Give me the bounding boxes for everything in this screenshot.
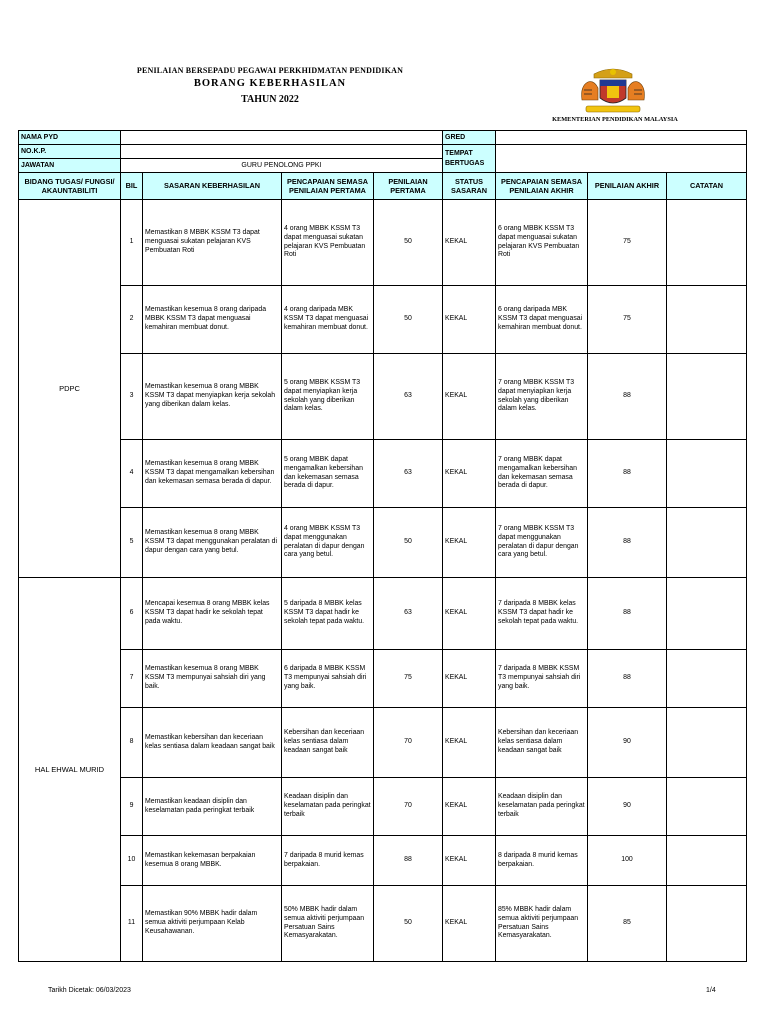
table-row [19, 650, 747, 708]
tempat-bertugas-field[interactable] [496, 145, 747, 173]
status-cell: KEKAL [443, 886, 496, 962]
pencapaian-pertama-cell: Keadaan disiplin dan keselamatan pada peringkat terbaik [282, 778, 374, 836]
catatan-cell[interactable] [667, 778, 747, 836]
status-cell: KEKAL [443, 508, 496, 578]
pencapaian-pertama-cell: 5 orang MBBK dapat mengamalkan kebersihan dan kekemasan semasa berada di dapur. [282, 440, 374, 508]
pencapaian-pertama-cell: 4 orang daripada MBK KSSM T3 dapat menguasai kemahiran membuat donut. [282, 286, 374, 354]
nokp-field[interactable] [121, 145, 443, 159]
catatan-cell[interactable] [667, 650, 747, 708]
jawatan-field[interactable]: GURU PENOLONG PPKI [121, 159, 443, 173]
sasaran-cell: Memastikan kesemua 8 orang daripada MBBK KSSM T3 dapat menguasai kemahiran membuat donut. [143, 286, 282, 354]
bil-cell: 3 [121, 354, 143, 440]
performance-form-table [18, 130, 747, 962]
sasaran-cell: Memastikan kesemua 8 orang MBBK KSSM T3 mempunyai sahsiah diri yang baik. [143, 650, 282, 708]
status-cell: KEKAL [443, 286, 496, 354]
penilaian-pertama-cell: 70 [374, 708, 443, 778]
status-cell: KEKAL [443, 354, 496, 440]
pencapaian-pertama-cell: 7 daripada 8 murid kemas berpakaian. [282, 836, 374, 886]
table-row [19, 708, 747, 778]
pencapaian-akhir-cell: 7 orang MBBK KSSM T3 dapat menggunakan peralatan di dapur dengan cara yang betul. [496, 508, 588, 578]
penilaian-pertama-cell: 50 [374, 200, 443, 286]
penilaian-akhir-cell: 88 [588, 354, 667, 440]
pencapaian-akhir-cell: 7 daripada 8 MBBK KSSM T3 mempunyai sahsiah diri yang baik. [496, 650, 588, 708]
col-header-penilaian-pertama: PENILAIAN PERTAMA [374, 173, 443, 200]
ministry-name: KEMENTERIAN PENDIDIKAN MALAYSIA [552, 116, 678, 123]
catatan-cell[interactable] [667, 286, 747, 354]
bil-cell: 6 [121, 578, 143, 650]
table-row [19, 200, 747, 286]
pencapaian-pertama-cell: 5 daripada 8 MBBK kelas KSSM T3 dapat hadir ke sekolah tepat pada waktu. [282, 578, 374, 650]
status-cell: KEKAL [443, 836, 496, 886]
print-date: Tarikh Dicetak: 06/03/2023 [48, 987, 131, 994]
sasaran-cell: Memastikan 90% MBBK hadir dalam semua aktiviti perjumpaan Kelab Keusahawanan. [143, 886, 282, 962]
bil-cell: 8 [121, 708, 143, 778]
catatan-cell[interactable] [667, 200, 747, 286]
pencapaian-pertama-cell: 4 orang MBBK KSSM T3 dapat menguasai sukatan pelajaran KVS Pembuatan Roti [282, 200, 374, 286]
pencapaian-akhir-cell: 8 daripada 8 murid kemas berpakaian. [496, 836, 588, 886]
bil-cell: 5 [121, 508, 143, 578]
col-header-catatan: CATATAN [667, 173, 747, 200]
gred-field[interactable] [496, 131, 747, 145]
penilaian-pertama-cell: 50 [374, 886, 443, 962]
col-header-pencapaian-akhir: PENCAPAIAN SEMASA PENILAIAN AKHIR [496, 173, 588, 200]
table-row [19, 508, 747, 578]
col-header-penilaian-akhir: PENILAIAN AKHIR [588, 173, 667, 200]
nokp-label: NO.K.P. [19, 145, 121, 159]
pencapaian-pertama-cell: 6 daripada 8 MBBK KSSM T3 mempunyai sahsiah diri yang baik. [282, 650, 374, 708]
form-year: TAHUN 2022 [241, 94, 299, 105]
pencapaian-akhir-cell: 85% MBBK hadir dalam semua aktiviti perjumpaan Persatuan Sains Kemasyarakatan. [496, 886, 588, 962]
pencapaian-akhir-cell: 6 orang MBBK KSSM T3 dapat menguasai sukatan pelajaran KVS Pembuatan Roti [496, 200, 588, 286]
table-row [19, 778, 747, 836]
penilaian-akhir-cell: 90 [588, 708, 667, 778]
penilaian-akhir-cell: 90 [588, 778, 667, 836]
table-row [19, 578, 747, 650]
status-cell: KEKAL [443, 200, 496, 286]
catatan-cell[interactable] [667, 508, 747, 578]
bidang-tugas-cell: PDPC [19, 200, 121, 578]
catatan-cell[interactable] [667, 578, 747, 650]
penilaian-pertama-cell: 75 [374, 650, 443, 708]
sasaran-cell: Memastikan keadaan disiplin dan keselamatan pada peringkat terbaik [143, 778, 282, 836]
form-title: BORANG KEBERHASILAN [193, 78, 347, 89]
nama-pyd-field[interactable] [121, 131, 443, 145]
penilaian-akhir-cell: 88 [588, 578, 667, 650]
pencapaian-akhir-cell: Kebersihan dan keceriaan kelas sentiasa dalam keadaan sangat baik [496, 708, 588, 778]
status-cell: KEKAL [443, 778, 496, 836]
form-header-line1: PENILAIAN BERSEPADU PEGAWAI PERKHIDMATAN PENDIDIKAN [136, 66, 404, 75]
table-row [19, 836, 747, 886]
penilaian-pertama-cell: 50 [374, 286, 443, 354]
table-row [19, 440, 747, 508]
pencapaian-akhir-cell: 7 orang MBBK dapat mengamalkan kebersihan dan kekemasan semasa berada di dapur. [496, 440, 588, 508]
sasaran-cell: Memastikan kesemua 8 orang MBBK KSSM T3 dapat menyiapkan kerja sekolah yang diberikan dalam kelas. [143, 354, 282, 440]
sasaran-cell: Memastikan kesemua 8 orang MBBK KSSM T3 dapat menggunakan peralatan di dapur dengan cara yang betul. [143, 508, 282, 578]
penilaian-pertama-cell: 50 [374, 508, 443, 578]
penilaian-akhir-cell: 75 [588, 200, 667, 286]
catatan-cell[interactable] [667, 354, 747, 440]
pencapaian-pertama-cell: Kebersihan dan keceriaan kelas sentiasa dalam keadaan sangat baik [282, 708, 374, 778]
bil-cell: 10 [121, 836, 143, 886]
col-header-bil: BIL [121, 173, 143, 200]
table-row [19, 354, 747, 440]
tempat-bertugas-label: TEMPAT BERTUGAS [443, 145, 496, 173]
pencapaian-akhir-cell: Keadaan disiplin dan keselamatan pada peringkat terbaik [496, 778, 588, 836]
bil-cell: 7 [121, 650, 143, 708]
sasaran-cell: Mencapai kesemua 8 orang MBBK kelas KSSM T3 dapat hadir ke sekolah tepat pada waktu. [143, 578, 282, 650]
bil-cell: 1 [121, 200, 143, 286]
catatan-cell[interactable] [667, 708, 747, 778]
table-row [19, 886, 747, 962]
bidang-tugas-cell: HAL EHWAL MURID [19, 578, 121, 962]
status-cell: KEKAL [443, 708, 496, 778]
penilaian-akhir-cell: 88 [588, 508, 667, 578]
nama-pyd-label: NAMA PYD [19, 131, 121, 145]
penilaian-pertama-cell: 63 [374, 440, 443, 508]
col-header-sasaran: SASARAN KEBERHASILAN [143, 173, 282, 200]
status-cell: KEKAL [443, 650, 496, 708]
sasaran-cell: Memastikan kesemua 8 orang MBBK KSSM T3 dapat mengamalkan kebersihan dan kekemasan semasa berada di dapur. [143, 440, 282, 508]
sasaran-cell: Memastikan kebersihan dan keceriaan kelas sentiasa dalam keadaan sangat baik [143, 708, 282, 778]
penilaian-akhir-cell: 88 [588, 650, 667, 708]
penilaian-akhir-cell: 85 [588, 886, 667, 962]
pencapaian-akhir-cell: 6 orang daripada MBK KSSM T3 dapat menguasai kemahiran membuat donut. [496, 286, 588, 354]
penilaian-akhir-cell: 100 [588, 836, 667, 886]
col-header-pencapaian-pertama: PENCAPAIAN SEMASA PENILAIAN PERTAMA [282, 173, 374, 200]
sasaran-cell: Memastikan kekemasan berpakaian kesemua 8 orang MBBK. [143, 836, 282, 886]
bil-cell: 4 [121, 440, 143, 508]
jawatan-label: JAWATAN [19, 159, 121, 173]
penilaian-akhir-cell: 88 [588, 440, 667, 508]
penilaian-pertama-cell: 63 [374, 578, 443, 650]
col-header-bidang: BIDANG TUGAS/ FUNGSI/ AKAUNTABILITI [19, 173, 121, 200]
page-number: 1/4 [706, 987, 716, 994]
pencapaian-akhir-cell: 7 daripada 8 MBBK kelas KSSM T3 dapat hadir ke sekolah tepat pada waktu. [496, 578, 588, 650]
status-cell: KEKAL [443, 440, 496, 508]
penilaian-akhir-cell: 75 [588, 286, 667, 354]
pencapaian-pertama-cell: 50% MBBK hadir dalam semua aktiviti perjumpaan Persatuan Sains Kemasyarakatan. [282, 886, 374, 962]
sasaran-cell: Memastikan 8 MBBK KSSM T3 dapat menguasai sukatan pelajaran KVS Pembuatan Roti [143, 200, 282, 286]
pencapaian-akhir-cell: 7 orang MBBK KSSM T3 dapat menyiapkan kerja sekolah yang diberikan dalam kelas. [496, 354, 588, 440]
coat-of-arms-logo [574, 66, 652, 116]
bil-cell: 11 [121, 886, 143, 962]
table-row [19, 286, 747, 354]
bil-cell: 9 [121, 778, 143, 836]
catatan-cell[interactable] [667, 440, 747, 508]
penilaian-pertama-cell: 63 [374, 354, 443, 440]
bil-cell: 2 [121, 286, 143, 354]
status-cell: KEKAL [443, 578, 496, 650]
pencapaian-pertama-cell: 4 orang MBBK KSSM T3 dapat menggunakan peralatan di dapur dengan cara yang betul. [282, 508, 374, 578]
gred-label: GRED [443, 131, 496, 145]
penilaian-pertama-cell: 70 [374, 778, 443, 836]
catatan-cell[interactable] [667, 886, 747, 962]
pencapaian-pertama-cell: 5 orang MBBK KSSM T3 dapat menyiapkan kerja sekolah yang diberikan dalam kelas. [282, 354, 374, 440]
catatan-cell[interactable] [667, 836, 747, 886]
penilaian-pertama-cell: 88 [374, 836, 443, 886]
col-header-status: STATUS SASARAN [443, 173, 496, 200]
